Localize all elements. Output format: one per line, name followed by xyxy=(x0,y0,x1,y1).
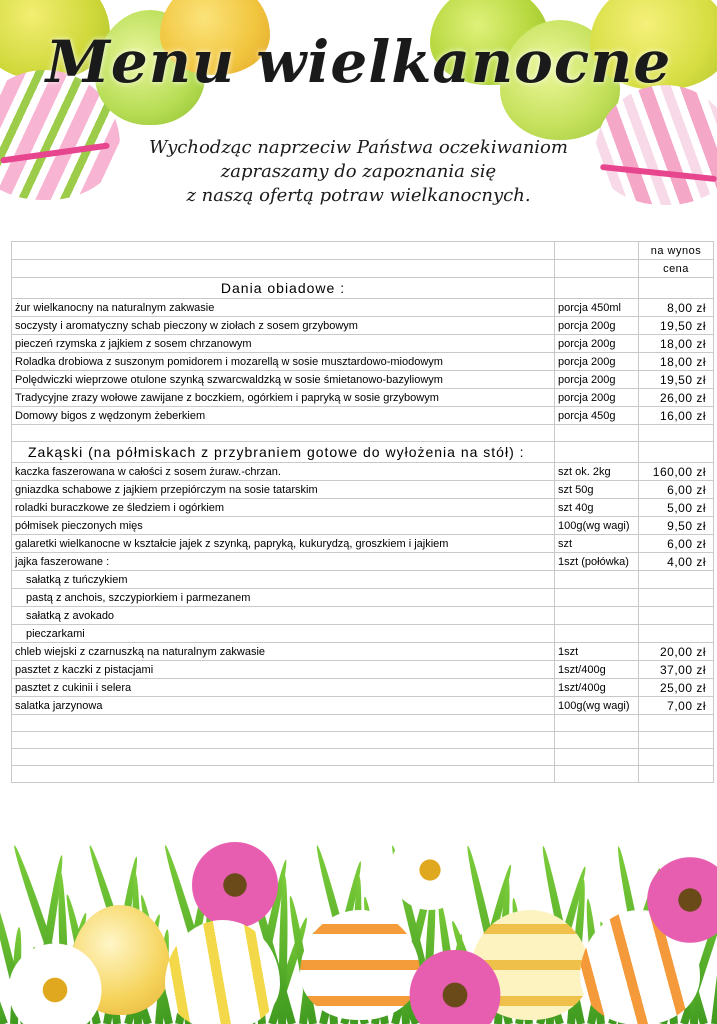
dish-price: 37,00 zł xyxy=(639,661,714,679)
table-row xyxy=(12,607,714,625)
table-row xyxy=(12,260,714,278)
subtitle xyxy=(0,136,717,208)
dish-portion: 1szt/400g xyxy=(555,661,639,679)
other-dishes xyxy=(12,643,714,715)
section-row xyxy=(12,278,714,299)
dish-price: 26,00 zł xyxy=(639,389,714,407)
dish-portion: szt ok. 2kg xyxy=(555,463,639,481)
dish-name: półmisek pieczonych mięs xyxy=(12,517,555,535)
table-row xyxy=(12,715,714,732)
flower-image xyxy=(180,840,290,930)
takeaway-header: na wynos xyxy=(639,242,714,260)
dish-price: 20,00 zł xyxy=(639,643,714,661)
dish-price: 19,50 zł xyxy=(639,371,714,389)
dish-name: Polędwiczki wieprzowe otulone szynką szwarcwaldzką w sosie śmietanowo-bazyliowym xyxy=(12,371,555,389)
dish-portion: porcja 200g xyxy=(555,317,639,335)
dish-name: żur wielkanocny na naturalnym zakwasie xyxy=(12,299,555,317)
dish-price: 4,00 zł xyxy=(639,553,714,571)
table-row xyxy=(12,463,714,481)
table-row xyxy=(12,732,714,749)
dish-portion: porcja 450ml xyxy=(555,299,639,317)
dish-price: 5,00 zł xyxy=(639,499,714,517)
dish-portion: porcja 200g xyxy=(555,371,639,389)
dish-name: Roladka drobiowa z suszonym pomidorem i mozarellą w sosie musztardowo-miodowym xyxy=(12,353,555,371)
dish-name: roladki buraczkowe ze śledziem i ogórkiem xyxy=(12,499,555,517)
subtitle-line: Wychodząc naprzeciw Państwa oczekiwaniom xyxy=(149,137,568,158)
dish-portion: szt 40g xyxy=(555,499,639,517)
dish-name: chleb wiejski z czarnuszką na naturalnym zakwasie xyxy=(12,643,555,661)
table-row xyxy=(12,353,714,371)
table-row xyxy=(12,317,714,335)
table-row xyxy=(12,299,714,317)
table-row xyxy=(12,389,714,407)
table-row xyxy=(12,371,714,389)
price-header: cena xyxy=(639,260,714,278)
filling-name: pastą z anchois, szczypiorkiem i parmezanem xyxy=(12,589,555,607)
dish-portion: 1szt/400g xyxy=(555,679,639,697)
dish-portion: porcja 200g xyxy=(555,335,639,353)
table-row xyxy=(12,625,714,643)
table-row xyxy=(12,679,714,697)
table-row xyxy=(12,766,714,783)
dish-price: 18,00 zł xyxy=(639,353,714,371)
dish-portion: 1szt xyxy=(555,643,639,661)
table-row xyxy=(12,697,714,715)
dish-price: 7,00 zł xyxy=(639,697,714,715)
table-row xyxy=(12,589,714,607)
dish-portion: szt 50g xyxy=(555,481,639,499)
table-row xyxy=(12,481,714,499)
table-row xyxy=(12,407,714,425)
section-title-main: Dania obiadowe : xyxy=(12,278,555,299)
dish-name: pasztet z cukinii i selera xyxy=(12,679,555,697)
dish-price: 16,00 zł xyxy=(639,407,714,425)
dish-price: 19,50 zł xyxy=(639,317,714,335)
flower-image xyxy=(380,830,480,910)
starter-dishes xyxy=(12,463,714,571)
page-title: Menu wielkanocne xyxy=(45,28,672,96)
dish-price: 6,00 zł xyxy=(639,481,714,499)
filling-name: pieczarkami xyxy=(12,625,555,643)
dish-name: Domowy bigos z wędzonym żeberkiem xyxy=(12,407,555,425)
dish-name: pieczeń rzymska z jajkiem z sosem chrzanowym xyxy=(12,335,555,353)
table-row xyxy=(12,571,714,589)
table-row xyxy=(12,335,714,353)
dish-name: kaczka faszerowana w całości z sosem żuraw.-chrzan. xyxy=(12,463,555,481)
dish-price: 25,00 zł xyxy=(639,679,714,697)
table-row xyxy=(12,517,714,535)
table-row xyxy=(12,499,714,517)
dish-name: soczysty i aromatyczny schab pieczony w ziołach z sosem grzybowym xyxy=(12,317,555,335)
section-row xyxy=(12,442,714,463)
dish-name: galaretki wielkanocne w kształcie jajek z szynką, papryką, kukurydzą, groszkiem i jajkiem xyxy=(12,535,555,553)
table-row xyxy=(12,553,714,571)
dish-portion: porcja 200g xyxy=(555,353,639,371)
menu-table xyxy=(11,241,714,783)
dish-portion: szt xyxy=(555,535,639,553)
subtitle-line: zapraszamy do zapoznania się xyxy=(220,161,497,182)
dish-name: jajka faszerowane : xyxy=(12,553,555,571)
dish-portion: 100g(wg wagi) xyxy=(555,517,639,535)
table-row xyxy=(12,643,714,661)
table-row xyxy=(12,242,714,260)
filling-name: sałatką z avokado xyxy=(12,607,555,625)
dish-name: Tradycyjne zrazy wołowe zawijane z boczkiem, ogórkiem i papryką w sosie grzybowym xyxy=(12,389,555,407)
main-dishes xyxy=(12,299,714,425)
table-row xyxy=(12,425,714,442)
dish-price: 18,00 zł xyxy=(639,335,714,353)
dish-price: 6,00 zł xyxy=(639,535,714,553)
egg-fillings xyxy=(12,571,714,643)
dish-name: pasztet z kaczki z pistacjami xyxy=(12,661,555,679)
subtitle-line: z naszą ofertą potraw wielkanocnych. xyxy=(186,185,531,206)
table-row xyxy=(12,535,714,553)
dish-name: salatka jarzynowa xyxy=(12,697,555,715)
dish-price: 9,50 zł xyxy=(639,517,714,535)
dish-name: gniazdka schabowe z jajkiem przepiórczym na sosie tatarskim xyxy=(12,481,555,499)
dish-portion: porcja 200g xyxy=(555,389,639,407)
dish-portion: 1szt (połówka) xyxy=(555,553,639,571)
dish-portion: porcja 450g xyxy=(555,407,639,425)
header-decoration xyxy=(0,0,717,230)
table-row xyxy=(12,749,714,766)
table-row xyxy=(12,661,714,679)
filling-name: sałatką z tuńczykiem xyxy=(12,571,555,589)
dish-price: 8,00 zł xyxy=(639,299,714,317)
dish-portion: 100g(wg wagi) xyxy=(555,697,639,715)
dish-price: 160,00 zł xyxy=(639,463,714,481)
section-title-starters: Zakąski (na półmiskach z przybraniem gotowe do wyłożenia na stół) : xyxy=(12,442,555,463)
footer-decoration xyxy=(0,800,717,1024)
